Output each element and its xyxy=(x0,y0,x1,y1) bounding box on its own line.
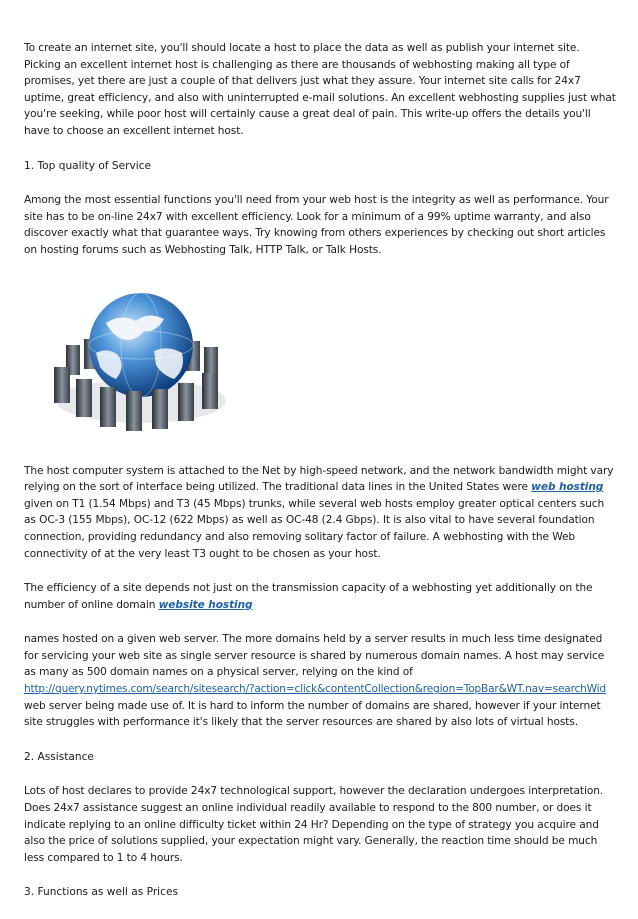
efficiency-text: The efficiency of a site depends not just on the transmission capacity of a webhosting yet additionally on the number of online domain xyxy=(24,582,593,611)
section-heading-assistance: 2. Assistance xyxy=(24,750,94,763)
section-heading-functions: 3. Functions as well as Prices xyxy=(24,886,178,899)
nytimes-search-link[interactable]: http://query.nytimes.com/search/sitesearch/?action=click&contentCollection&region=TopBar&WT.nav=searchWid xyxy=(24,683,606,696)
globe-servers-illustration xyxy=(36,283,236,443)
globe-with-servers-image xyxy=(24,283,616,443)
connectivity-paragraph xyxy=(24,463,616,563)
connectivity-text-end: given on T1 (1.54 Mbps) and T3 (45 Mbps) trunks, while several web hosts employ greater optical centers such as OC-3 (155 Mbps), OC-12 (622 Mbps) as well as OC-48 (2.4 Gbps). It is also vital to have several foundation connection, providing redundancy and also removing solitary factor of failure. A webhosting with the Web connectivity of at the very least T3 ought to be chosen as your host. xyxy=(24,497,605,560)
quality-paragraph: Among the most essential functions you'll need from your web host is the integrity as well as performance. Your site has to be on-line 24x7 with excellent efficiency. Look for a minimum of a 99% uptime warranty, and also discover exactly what that guarantee ways. Try knowing from others experiences by checking out short articles on hosting forums such as Webhosting Talk, HTTP Talk, or Talk Hosts. xyxy=(24,194,609,256)
document-page xyxy=(24,40,616,919)
assistance-paragraph: Lots of host declares to provide 24x7 technological support, however the declaration undergoes interpretation. Does 24x7 assistance suggest an online individual readily available to respond to the 800 number, or does it indicate replying to an online difficulty ticket within 24 Hr? Depending on the type of strategy you acquire and also the price of solutions supplied, your expectation might vary. Generally, the reaction time should be much less compared to 1 to 4 hours. xyxy=(24,785,604,864)
web-hosting-link[interactable]: web hosting xyxy=(531,481,604,494)
efficiency-paragraph xyxy=(24,580,616,613)
domains-text-end: web server being made use of. It is hard to inform the number of domains are shared, however if your internet site struggles with performance it's likely that the server resources are shared by also lots of virtual hosts. xyxy=(24,699,601,729)
domains-text-start: names hosted on a given web server. The more domains held by a server results in much less time designated for servicing your web site as single server resource is shared by numerous domain names. A host may service as many as 500 domain names on a physical server, relying on the kind of xyxy=(24,633,605,679)
website-hosting-link[interactable]: website hosting xyxy=(158,598,253,611)
section-heading-quality: 1. Top quality of Service xyxy=(24,159,152,172)
globe-icon xyxy=(89,293,193,397)
connectivity-text-start: The host computer system is attached to the Net by high-speed network, and the network bandwidth might vary relying on the sort of interface being utilized. The traditional data lines in the United States were xyxy=(24,464,614,494)
domains-paragraph xyxy=(24,631,616,731)
intro-paragraph: To create an internet site, you'll should locate a host to place the data as well as publish your internet site. Picking an excellent internet host is challenging as there are thousands of webhosting making all type of promises, yet there are just a couple of that delivers just what they assure. Your internet site calls for 24x7 uptime, great efficiency, and also with uninterrupted e-mail solutions. An excellent webhosting supplies just what you're seeking, while poor host will certainly cause a great deal of pain. This write-up offers the details you'll have to choose an excellent internet host. xyxy=(24,42,616,137)
